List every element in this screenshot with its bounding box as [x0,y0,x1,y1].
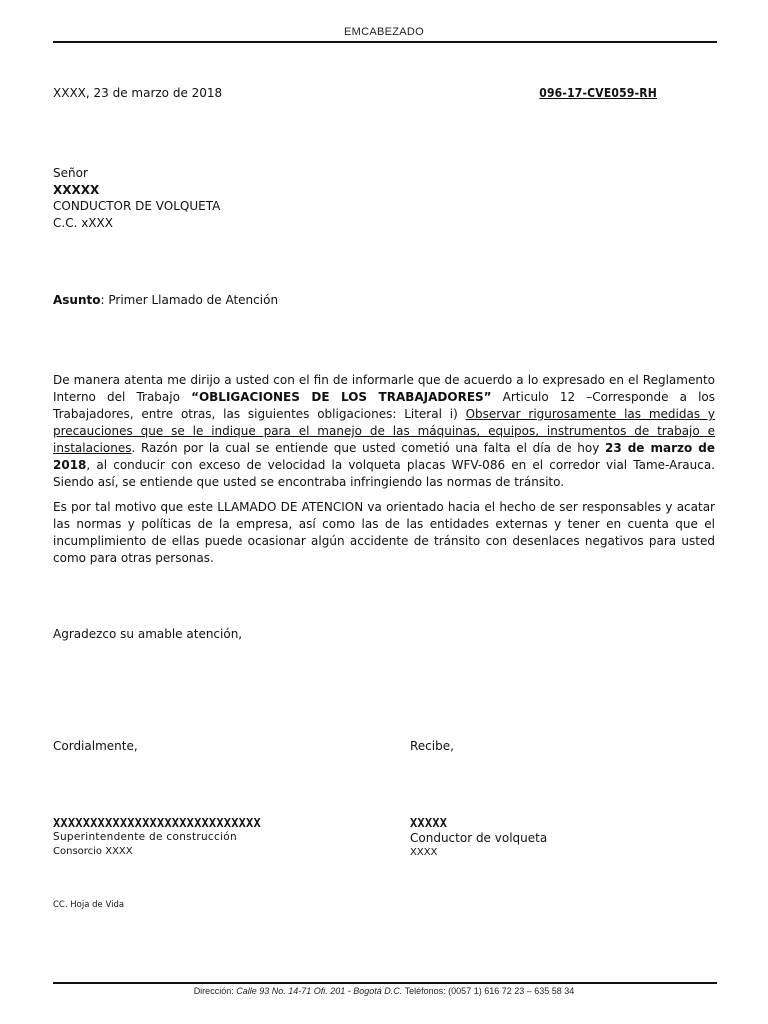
signer-right-org: XXXX [410,847,438,858]
recipient-role: CONDUCTOR DE VOLQUETA [53,199,221,213]
closing-line: Agradezco su amable atención, [53,627,243,641]
document-footer [0,986,768,996]
signer-left-role: Superintendente de construcción [53,831,237,843]
paragraph1-part2: Articulo 12 –Corresponde a los Trabajadores, entre otras, las siguientes obligaciones: Literal i) [53,390,716,421]
signature-block-left [53,816,261,859]
footer-address-label: Dirección: [193,986,234,996]
signer-left-org: Consorcio XXXX [53,846,133,857]
paragraph1-part3: . Razón por la cual se entiende que usted cometió una falta el día de hoy [131,441,605,455]
paragraph1-part4: , al conducir con exceso de velocidad la volqueta placas WFV-086 en el corredor vial Tame-Arauca. Siendo así, se entiende que usted se encontraba infringiendo las normas de tránsito. [53,458,715,489]
paragraph1-regulation-title: “OBLIGACIONES DE LOS TRABAJADORES” [191,390,492,404]
subject-line [53,293,278,307]
paragraph1-incident-date: 23 de marzo de 2018 [53,441,715,472]
paragraph1-underlined-obligation: Observar rigurosamente las medidas y precauciones que se le indique para el manejo de las máquinas, equipos, instrumentos de trabajo e instalaciones [53,407,715,455]
recipient-name: XXXXX [53,182,100,197]
signoff-left: Cordialmente, [53,739,138,753]
signer-left-name: XXXXXXXXXXXXXXXXXXXXXXXXXXXX [53,816,261,830]
body-paragraph-2: Es por tal motivo que este LLAMADO DE ATENCION va orientado hacia el hecho de ser responsables y acatar las normas y políticas de la empresa, así como las de las entidades externas y tener en cuenta que el incumplimiento de ellas puede ocasionar algún accidente de tránsito con desenlaces negativos para usted como para otras personas. [53,500,715,565]
place-date: XXXX, 23 de marzo de 2018 [53,86,223,100]
footer-phones: Teléfonos: (0057 1) 616 72 23 – 635 58 34 [402,986,575,996]
recipient-salutation: Señor [53,166,88,180]
recipient-block [53,165,220,231]
paragraph1-part1: De manera atenta me dirijo a usted con el fin de informarle que de acuerdo a lo expresado en el Reglamento Interno del Trabajo [53,373,715,404]
recipient-id: C.C. xXXX [53,215,113,230]
subject-label: Asunto [53,293,101,307]
footer-divider [53,982,717,984]
signoff-right: Recibe, [410,739,454,753]
subject-text: : Primer Llamado de Atención [100,293,279,307]
footer-address: Calle 93 No. 14-71 Ofi. 201 - Bogotá D.C. [236,986,403,996]
body-paragraph-1 [53,372,715,491]
signer-right-name: XXXXX [410,816,448,830]
header-divider [53,41,717,43]
carbon-copy-note: CC. Hoja de Vida [53,900,125,910]
signature-block-right [410,816,547,860]
reference-code: 096-17-CVE059-RH [539,86,657,100]
signer-right-role: Conductor de volqueta [410,831,548,845]
document-header: EMCABEZADO [343,26,424,38]
